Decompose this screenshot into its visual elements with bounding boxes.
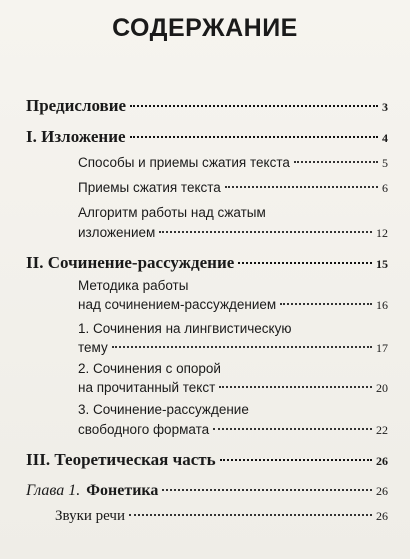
toc-page-number: 22	[376, 423, 388, 437]
toc-entry-preface[interactable]	[26, 96, 388, 116]
toc-page-number: 15	[376, 257, 388, 271]
toc-leader	[130, 105, 378, 107]
toc-leader	[219, 386, 372, 388]
toc-leader	[280, 303, 372, 305]
toc-leader	[238, 262, 372, 264]
toc-entry-metodika-line1[interactable]: Методика работы	[78, 278, 189, 293]
toc-leader	[294, 161, 378, 163]
toc-leader	[220, 459, 372, 461]
toc-label: I. Изложение	[26, 127, 126, 146]
toc-entry-sposoby[interactable]	[78, 155, 388, 171]
toc-label: над сочинением-рассуждением	[78, 297, 277, 312]
toc-label: тему	[78, 340, 108, 355]
toc-entry-soch3-line1[interactable]: 3. Сочинение-рассуждение	[78, 402, 249, 417]
toc-leader	[225, 186, 378, 188]
toc-entry-teoria[interactable]	[26, 450, 388, 470]
toc-page-number: 12	[376, 226, 388, 240]
toc-page-number: 6	[382, 181, 388, 195]
toc-page-number: 17	[376, 341, 388, 355]
toc-label: Фонетика	[86, 482, 159, 499]
toc-leader	[162, 489, 372, 491]
toc-label: III. Теоретическая часть	[26, 450, 216, 469]
toc-entry-algoritm[interactable]	[78, 225, 388, 241]
toc-label: Предисловие	[26, 96, 127, 115]
toc-page-number: 16	[376, 298, 388, 312]
toc-leader	[129, 514, 372, 516]
toc-entry-soch1[interactable]	[78, 340, 388, 356]
toc-label: II. Сочинение-рассуждение	[26, 253, 235, 272]
toc-entry-soch1-line1[interactable]: 1. Сочинения на лингвистическую	[78, 321, 292, 336]
toc-leader	[130, 136, 378, 138]
toc-label: изложением	[78, 225, 156, 240]
toc-entry-soch3[interactable]	[78, 422, 388, 438]
toc-entry-glava1[interactable]	[26, 482, 388, 500]
toc-page-number: 5	[382, 156, 388, 170]
toc-entry-zvuki[interactable]	[55, 508, 388, 525]
toc-label: Звуки речи	[55, 508, 126, 524]
toc-label: на прочитанный текст	[78, 380, 216, 395]
toc-leader	[112, 346, 372, 348]
toc-page-number: 3	[382, 100, 388, 114]
toc-entry-izlozhenie[interactable]	[26, 127, 388, 147]
toc-entry-soch2-line1[interactable]: 2. Сочинения с опорой	[78, 361, 221, 376]
page-title: СОДЕРЖАНИЕ	[112, 14, 298, 42]
toc-page-number: 4	[382, 131, 388, 145]
toc-entry-algoritm-line1[interactable]: Алгоритм работы над сжатым	[78, 205, 266, 220]
toc-page-number: 26	[376, 484, 388, 498]
toc-entry-sochinenie[interactable]	[26, 253, 388, 273]
toc-leader	[159, 231, 372, 233]
toc-chapter-prefix: Глава 1.	[26, 482, 81, 499]
toc-entry-soch2[interactable]	[78, 380, 388, 396]
toc-label: Способы и приемы сжатия текста	[78, 155, 290, 170]
toc-label: свободного формата	[78, 422, 210, 437]
toc-page-number: 26	[376, 509, 388, 523]
toc-entry-metodika[interactable]	[78, 297, 388, 313]
toc-page-number: 20	[376, 381, 388, 395]
toc-leader	[213, 428, 372, 430]
toc-label: Приемы сжатия текста	[78, 180, 221, 195]
toc-page-number: 26	[376, 454, 388, 468]
toc-entry-priemy[interactable]	[78, 180, 388, 196]
